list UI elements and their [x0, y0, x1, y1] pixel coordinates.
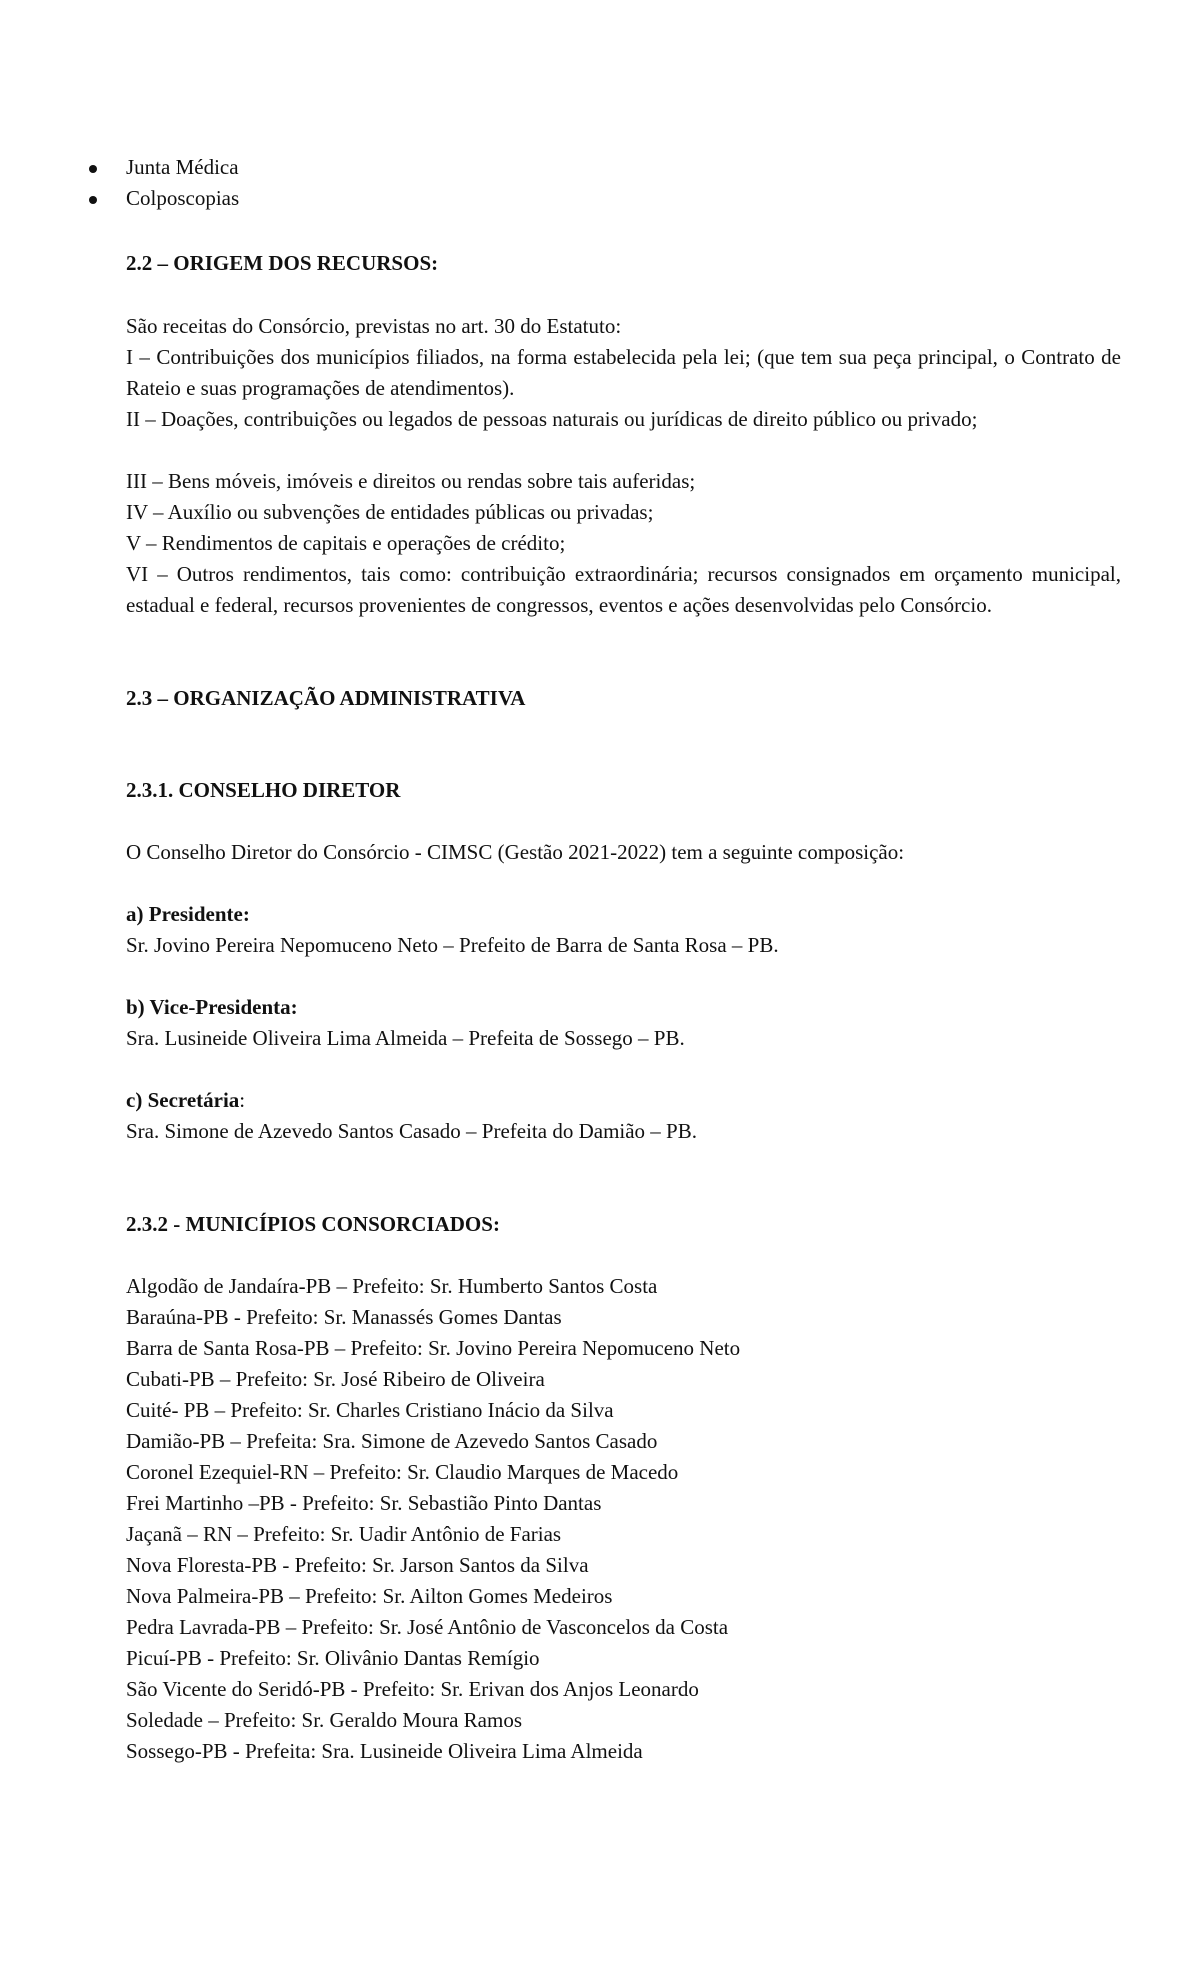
municipality-item: Nova Floresta-PB - Prefeito: Sr. Jarson Santos da Silva: [126, 1553, 589, 1577]
municipality-item: Cuité- PB – Prefeito: Sr. Charles Cristiano Inácio da Silva: [126, 1398, 614, 1422]
municipality-item: Picuí-PB - Prefeito: Sr. Olivânio Dantas Remígio: [126, 1646, 540, 1670]
bullet-icon: [89, 165, 97, 173]
municipality-item: Barra de Santa Rosa-PB – Prefeito: Sr. Jovino Pereira Nepomuceno Neto: [126, 1336, 741, 1360]
section-intro: São receitas do Consórcio, previstas no art. 30 do Estatuto:: [126, 314, 622, 338]
role-label-vice-president: b) Vice-Presidenta:: [126, 995, 298, 1019]
municipality-item: Sossego-PB - Prefeita: Sra. Lusineide Oliveira Lima Almeida: [126, 1739, 643, 1763]
role-name-secretary: Sra. Simone de Azevedo Santos Casado – Prefeita do Damião – PB.: [126, 1119, 697, 1143]
section-heading-2-3: 2.3 – ORGANIZAÇÃO ADMINISTRATIVA: [126, 686, 526, 710]
municipality-item: Pedra Lavrada-PB – Prefeito: Sr. José Antônio de Vasconcelos da Costa: [126, 1615, 729, 1639]
bullet-icon: [89, 196, 97, 204]
resource-item: IV – Auxílio ou subvenções de entidades públicas ou privadas;: [126, 500, 654, 524]
role-label-colon: :: [239, 1088, 246, 1112]
resource-item: II – Doações, contribuições ou legados de pessoas naturais ou jurídicas de direito público ou privado;: [126, 407, 978, 431]
role-name-vice-president: Sra. Lusineide Oliveira Lima Almeida – Prefeita de Sossego – PB.: [126, 1026, 685, 1050]
role-label-president: a) Presidente:: [126, 902, 250, 926]
municipality-item: Algodão de Jandaíra-PB – Prefeito: Sr. Humberto Santos Costa: [126, 1274, 658, 1298]
municipality-item: Nova Palmeira-PB – Prefeito: Sr. Ailton Gomes Medeiros: [126, 1584, 613, 1608]
section-heading-2-3-1: 2.3.1. CONSELHO DIRETOR: [126, 778, 401, 802]
municipality-item: Soledade – Prefeito: Sr. Geraldo Moura Ramos: [126, 1708, 523, 1732]
section-heading-2-3-2: 2.3.2 - MUNICÍPIOS CONSORCIADOS:: [126, 1212, 500, 1236]
municipality-item: Damião-PB – Prefeita: Sra. Simone de Azevedo Santos Casado: [126, 1429, 658, 1453]
municipality-item: Jaçanã – RN – Prefeito: Sr. Uadir Antônio de Farias: [126, 1522, 562, 1546]
resource-item: VI – Outros rendimentos, tais como: contribuição extraordinária; recursos consignados em orçamento municipal, estadual e federal, recursos provenientes de congressos, eventos e ações desenvolvidas pelo Consórcio.: [126, 562, 1121, 617]
municipality-item: Cubati-PB – Prefeito: Sr. José Ribeiro de Oliveira: [126, 1367, 545, 1391]
municipality-item: Coronel Ezequiel-RN – Prefeito: Sr. Claudio Marques de Macedo: [126, 1460, 679, 1484]
resource-item: V – Rendimentos de capitais e operações de crédito;: [126, 531, 566, 555]
resource-item: III – Bens móveis, imóveis e direitos ou rendas sobre tais auferidas;: [126, 469, 696, 493]
role-label-secretary-line: [126, 1085, 245, 1116]
role-name-president: Sr. Jovino Pereira Nepomuceno Neto – Prefeito de Barra de Santa Rosa – PB.: [126, 933, 779, 957]
municipality-item: Frei Martinho –PB - Prefeito: Sr. Sebastião Pinto Dantas: [126, 1491, 602, 1515]
bullet-item: Junta Médica: [126, 155, 239, 179]
resource-item: I – Contribuições dos municípios filiados, na forma estabelecida pela lei; (que tem sua peça principal, o Contrato de Rateio e suas programações de atendimentos).: [126, 345, 1121, 400]
section-heading-2-2: 2.2 – ORIGEM DOS RECURSOS:: [126, 251, 439, 275]
bullet-item: Colposcopias: [126, 186, 240, 210]
municipality-item: São Vicente do Seridó-PB - Prefeito: Sr. Erivan dos Anjos Leonardo: [126, 1677, 699, 1701]
municipality-item: Baraúna-PB - Prefeito: Sr. Manassés Gomes Dantas: [126, 1305, 562, 1329]
section-intro: O Conselho Diretor do Consórcio - CIMSC (Gestão 2021-2022) tem a seguinte composição:: [126, 840, 905, 864]
role-label-secretary: c) Secretária: [126, 1088, 240, 1112]
